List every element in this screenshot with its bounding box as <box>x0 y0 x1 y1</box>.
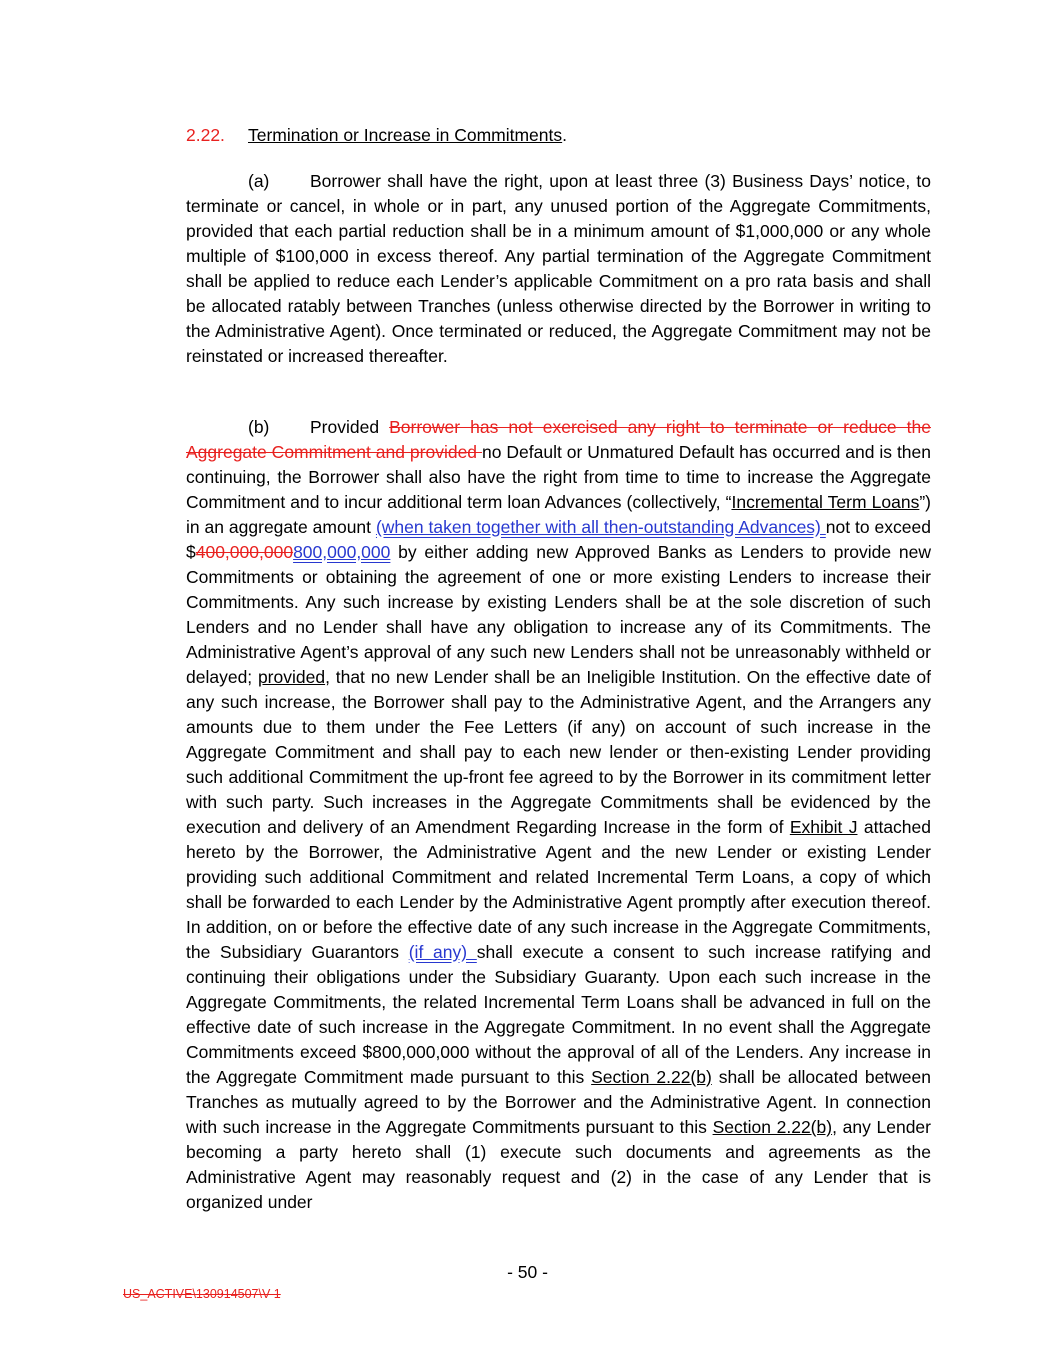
inserted-text: (if any) <box>408 942 477 962</box>
page-number: - 50 - <box>507 1262 548 1282</box>
exhibit-reference: Exhibit J <box>789 817 858 837</box>
deleted-text: Borrower has not exercised any right to terminate or reduce the Aggregate Commitment and provided <box>186 417 932 462</box>
section-reference: Section 2.22(b) <box>591 1067 712 1087</box>
defined-term: provided <box>257 667 326 687</box>
section-reference: Section 2.22(b) <box>712 1117 833 1137</box>
paragraph-b <box>186 415 931 1215</box>
inserted-amount: 800,000,000 <box>293 542 391 562</box>
paragraph-b-text: ”) in an aggregate amount <box>186 492 931 537</box>
paragraph-a-label: (a) <box>248 171 270 191</box>
paragraph-b-text: no Default or Unmatured Default has occurred and is then continuing, the Borrower shall also have the right from time to time to increase the Aggregate Commitment and to incur additional term loan Advances (collectively, “ <box>186 442 932 512</box>
paragraph-b-text: , any Lender becoming a party hereto shall (1) execute such documents and agreements as the Administrative Agent may reasonably request and (2) in the case of any Lender that is organized under <box>186 1117 931 1212</box>
section-title: Termination or Increase in Commitments <box>248 125 563 145</box>
paragraph-b-text: attached hereto by the Borrower, the Administrative Agent and the new Lender or existing Lender providing such additional Commitment and related Incremental Term Loans, a copy of which shall be forwarded to each Lender by the Administrative Agent promptly after execution thereof. In addition, on or before the effective date of any such increase in the Aggregate Commitments, the Subsidiary Guarantors <box>186 817 932 962</box>
paragraph-b-text: Provided <box>310 417 390 437</box>
deleted-amount: 400,000,000 <box>195 542 294 562</box>
paragraph-a <box>186 169 931 369</box>
defined-term: Incremental Term Loans <box>731 492 920 512</box>
paragraph-b-text: by either adding new Approved Banks as Lenders to provide new Commitments or obtaining the agreement of one or more existing Lenders to increase their Commitments. Any such increase by existing Lenders shall be at the sole discretion of such Lenders and no Lender shall have any obligation to increase any of its Commitments. The Administrative Agent’s approval of any such new Lenders shall not be unreasonably withheld or delayed; <box>186 542 931 687</box>
paragraph-b-text: , that no new Lender shall be an Ineligible Institution. On the effective date of any such increase, the Borrower shall pay to the Administrative Agent, and the Arrangers any amounts due to them under the Fee Letters (if any) on account of such increase in the Aggregate Commitment and shall pay to each new lender or then-existing Lender providing such additional Commitment the up-front fee agreed to by the Borrower in its commitment letter with such party. Such increases in the Aggregate Commitments shall be evidenced by the execution and delivery of an Amendment Regarding Increase in the form of <box>186 667 931 837</box>
section-title-period: . <box>562 125 568 145</box>
paragraph-b-text: not to exceed $ <box>186 517 931 562</box>
section-number: 2.22. <box>186 125 225 145</box>
inserted-text: (when taken together with all then-outstanding Advances) <box>375 517 826 537</box>
section-heading <box>186 123 567 148</box>
paragraph-b-text: shall be allocated between Tranches as mutually agreed to by the Borrower and the Administrative Agent. In connection with such increase in the Aggregate Commitments pursuant to this <box>186 1067 931 1137</box>
paragraph-b-label: (b) <box>248 417 270 437</box>
paragraph-b-text: shall execute a consent to such increase ratifying and continuing their obligations under the Subsidiary Guaranty. Upon each such increase in the Aggregate Commitments, the related Incremental Term Loans shall be advanced in full on the effective date of such increase in the Aggregate Commitment. In no event shall the Aggregate Commitments exceed $800,000,000 without the approval of all of the Lenders. Any increase in the Aggregate Commitment made pursuant to this <box>186 942 931 1087</box>
paragraph-a-text: Borrower shall have the right, upon at least three (3) Business Days’ notice, to terminate or cancel, in whole or in part, any unused portion of the Aggregate Commitments, provided that each partial reduction shall be in a minimum amount of $1,000,000 or any whole multiple of $100,000 in excess thereof. Any partial termination of the Aggregate Commitment shall be applied to reduce each Lender’s applicable Commitment on a pro rata basis and shall be allocated ratably between Tranches (unless otherwise directed by the Borrower in writing to the Administrative Agent). Once terminated or reduced, the Aggregate Commitment may not be reinstated or increased thereafter. <box>186 171 931 366</box>
document-id-footer: US_ACTIVE\130914507\V-1 <box>123 1287 281 1301</box>
